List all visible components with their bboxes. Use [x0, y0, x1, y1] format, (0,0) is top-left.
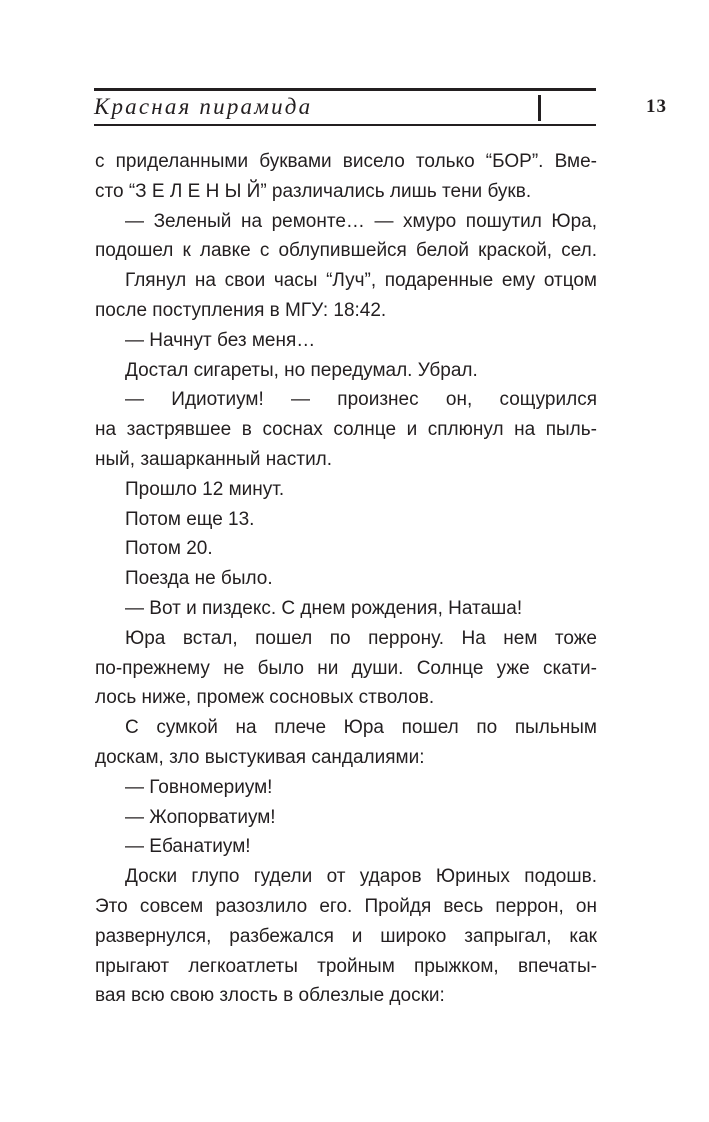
text-line: — Начнут без меня… [125, 329, 316, 351]
text-line: на застрявшее в соснах солнце и сплюнул на пыль- [95, 419, 597, 441]
text-line: Прошло 12 минут. [125, 478, 285, 500]
text-line: вая всю свою злость в облезлые доски: [95, 985, 445, 1007]
header-bottom-rule [94, 124, 596, 126]
text-line: ный, зашарканный настил. [95, 448, 333, 470]
text-line: с приделанными буквами висело только “БОР”. Вме- [95, 151, 597, 172]
text-line: — Ебанатиум! [125, 836, 251, 858]
running-title: Красная пирамида [94, 94, 313, 119]
text-line: сто “З Е Л Е Н Ы Й” различались лишь тени букв. [95, 180, 532, 202]
text-line: после поступления в МГУ: 18:42. [95, 299, 387, 321]
text-line: лось ниже, промеж сосновых стволов. [95, 687, 435, 709]
text-line: Потом 20. [125, 538, 213, 560]
header-divider [538, 95, 541, 121]
header-top-rule [94, 88, 596, 91]
text-line: по-прежнему не было ни души. Солнце уже скати- [95, 657, 597, 679]
text-line: — Вот и пиздекс. С днем рождения, Наташа! [125, 597, 523, 619]
running-header [94, 88, 667, 126]
text-line: доскам, зло выстукивая сандалиями: [95, 746, 425, 768]
text-line: Потом еще 13. [125, 508, 255, 530]
text-line: С сумкой на плече Юра пошел по пыльным [125, 717, 597, 739]
text-line: прыгают легкоатлеты тройным прыжком, впечаты- [95, 955, 597, 977]
text-line: — Говномериум! [125, 776, 273, 798]
text-line: — Жопорватиум! [125, 806, 276, 828]
text-line: Достал сигареты, но передумал. Убрал. [125, 359, 478, 381]
text-line: Юра встал, пошел по перрону. На нем тоже [125, 627, 597, 649]
text-line: — Идиотиум! — произнес он, сощурился [125, 389, 597, 411]
text-line: Глянул на свои часы “Луч”, подаренные ему отцом [125, 270, 597, 292]
text-body [95, 147, 597, 1011]
text-line: подошел к лавке с облупившейся белой краской, сел. [95, 240, 597, 262]
text-line: Это совсем разозлило его. Пройдя весь перрон, он [95, 895, 597, 917]
page-number: 13 [646, 96, 667, 117]
text-line: Поезда не было. [125, 568, 273, 590]
text-line: Доски глупо гудели от ударов Юриных подошв. [125, 866, 597, 888]
text-line: развернулся, разбежался и широко запрыгал, как [95, 925, 597, 947]
text-line: — Зеленый на ремонте… — хмуро пошутил Юра, [125, 210, 597, 232]
